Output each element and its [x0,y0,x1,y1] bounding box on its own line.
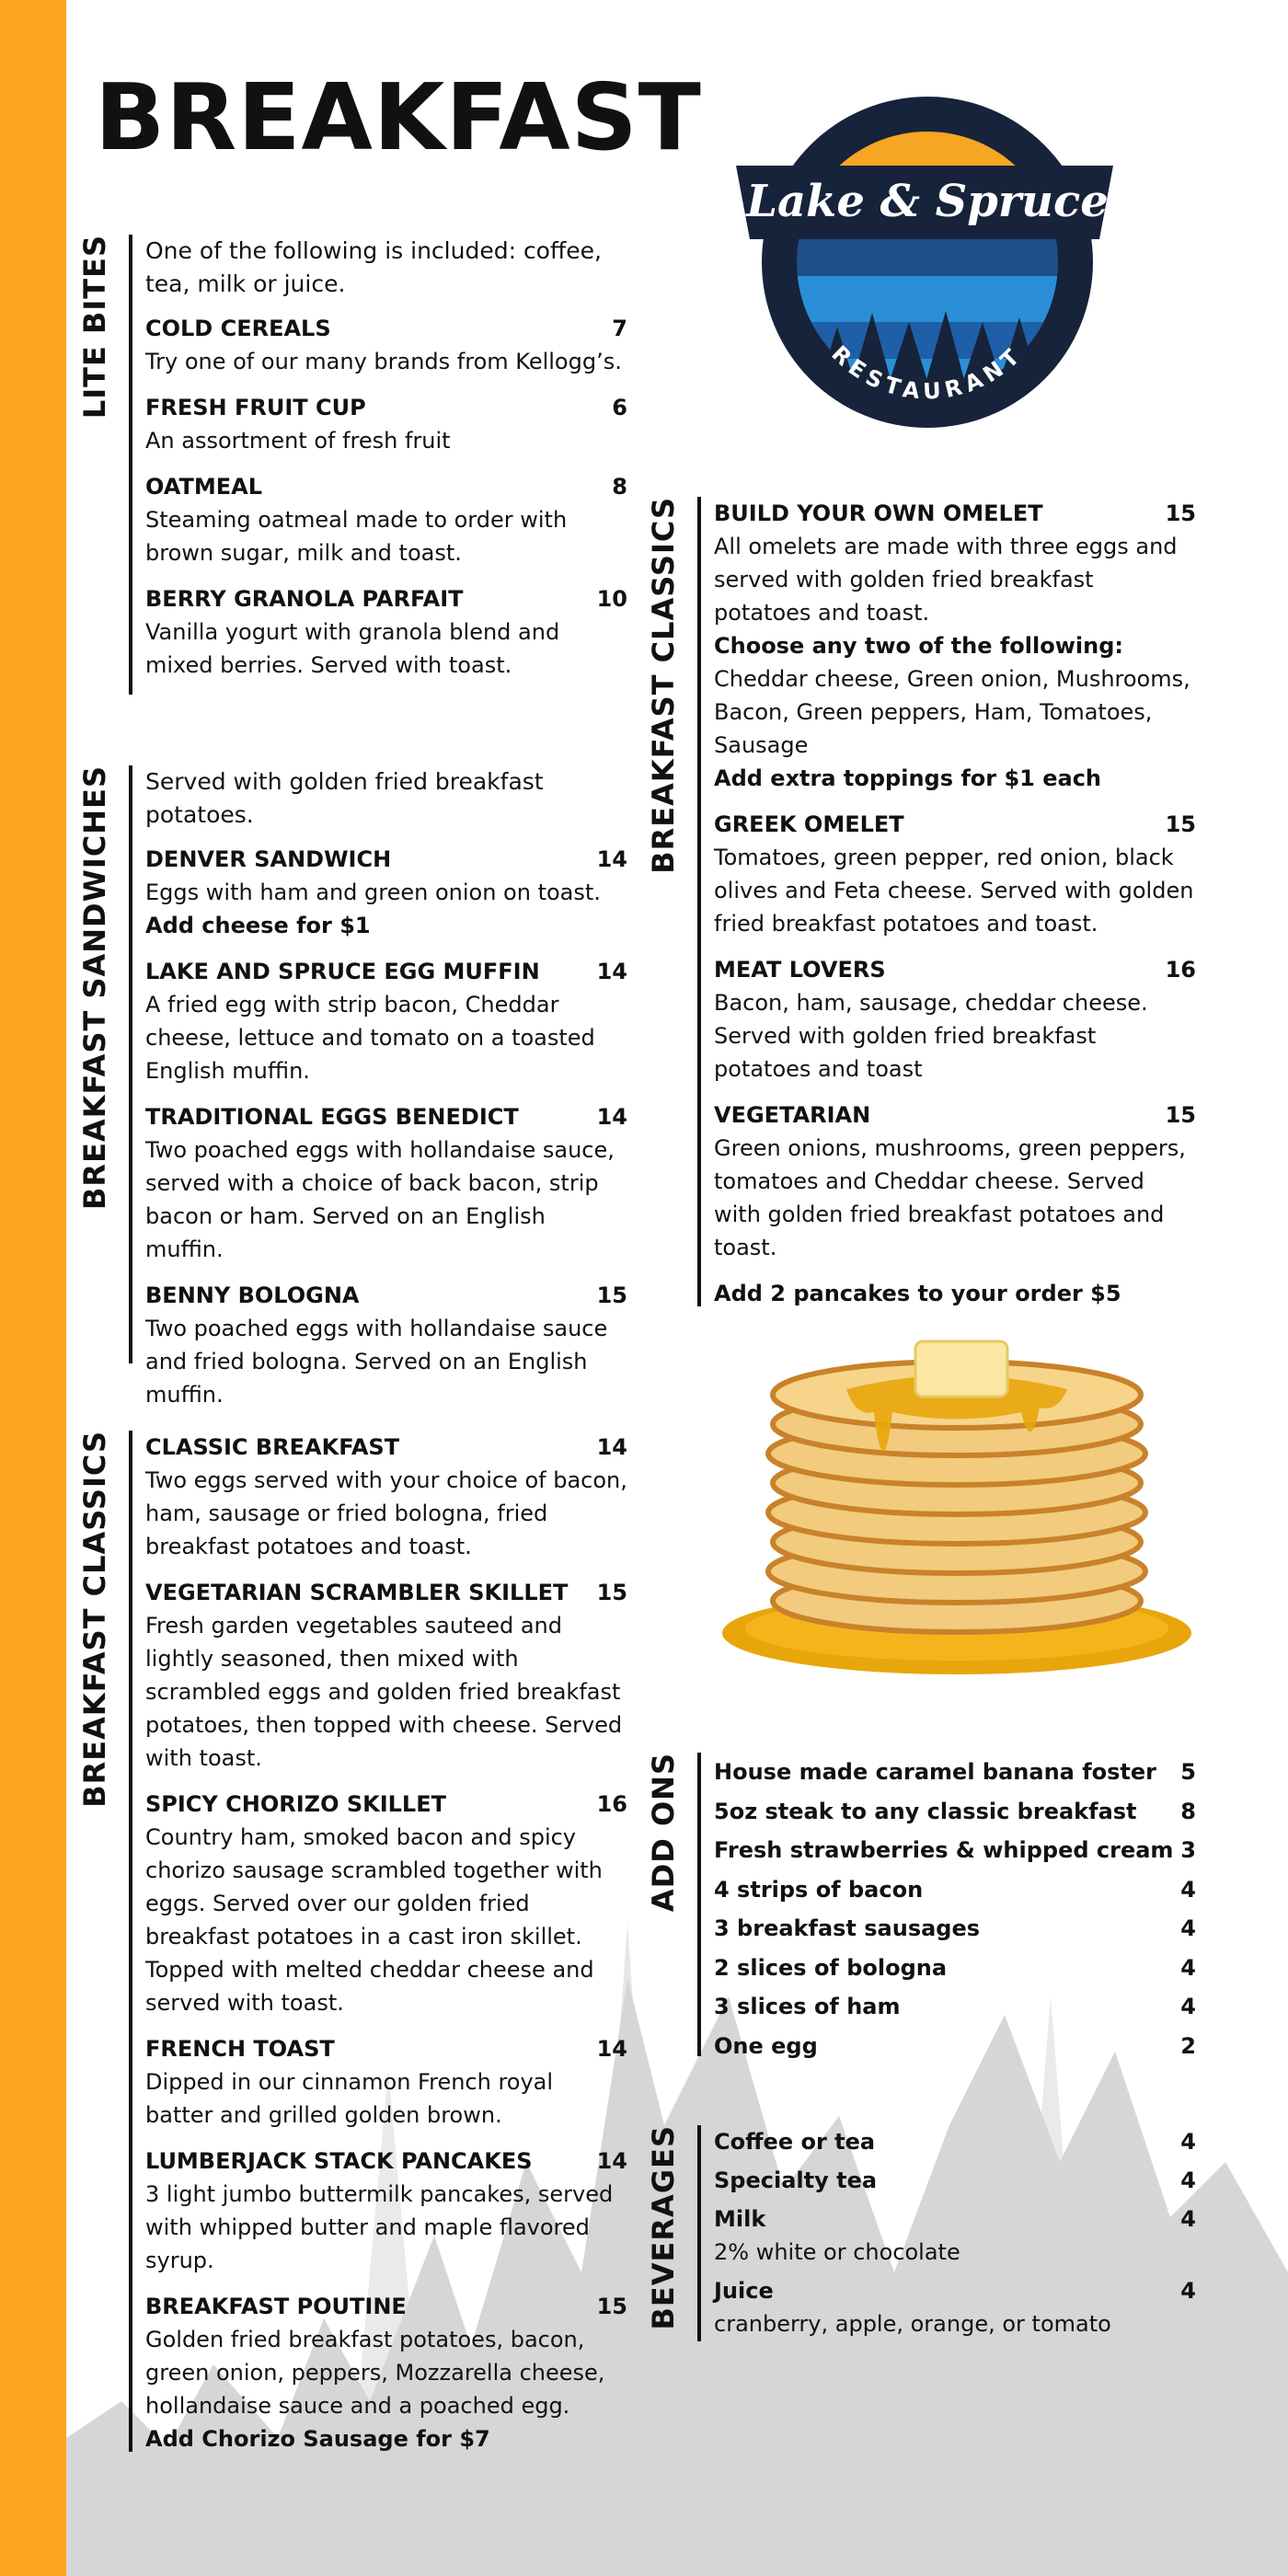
menu-item [145,2032,627,2132]
addon-name: 3 breakfast sausages [714,1915,981,1941]
section-label: BREAKFAST SANDWICHES [77,765,112,1210]
section-rule [697,1753,701,2056]
item-extra: Add Chorizo Sausage for $7 [145,2426,490,2452]
menu-item [145,2145,627,2277]
beverage-name: Milk [714,2206,766,2232]
beverages-section [646,2125,1196,2341]
section-label: ADD ONS [646,1753,681,1913]
addon-price: 5 [1180,1759,1196,1785]
addon-row [714,1753,1196,1792]
item-description: Two poached eggs with hollandaise sauce and fried bologna. Served on an English muffin. [145,1316,608,1408]
item-name: COLD CEREALS [145,316,331,341]
item-price: 15 [1165,500,1196,526]
item-price: 15 [596,2294,627,2319]
section-label: LITE BITES [77,235,112,420]
item-description: Eggs with ham and green onion on toast. [145,880,601,905]
addon-row [714,1909,1196,1949]
item-name: GREEK OMELET [714,811,904,837]
omelet-choose-heading: Choose any two of the following: [714,633,1123,659]
addon-row [714,1870,1196,1910]
addon-name: Fresh strawberries & whipped cream [714,1837,1174,1863]
item-name: FRENCH TOAST [145,2036,335,2062]
omelet-options: Cheddar cheese, Green onion, Mushrooms, Bacon, Green peppers, Ham, Tomatoes, Sausage [714,666,1190,758]
beverage-price: 4 [1180,2278,1196,2304]
item-price: 15 [596,1282,627,1308]
item-extra: Add extra toppings for $1 each [714,765,1102,791]
section-rule [129,765,132,1363]
item-price: 14 [596,1434,627,1460]
item-description: A fried egg with strip bacon, Cheddar cheese, lettuce and tomato on a toasted English muffin. [145,992,595,1084]
item-name: CLASSIC BREAKFAST [145,1434,400,1460]
pancake-note: Add 2 pancakes to your order $5 [714,1281,1121,1306]
section-label: BREAKFAST CLASSICS [77,1431,112,1808]
logo-text: Lake & Spruce [746,176,1109,227]
menu-item [145,843,627,942]
item-description: Golden fried breakfast potatoes, bacon, green onion, peppers, Mozzarella cheese, hollandaise sauce and a poached egg. [145,2327,605,2419]
item-extra: Add cheese for $1 [145,913,371,938]
addon-price: 8 [1180,1798,1196,1824]
add-ons-section [646,1753,1196,2059]
addon-name: 4 strips of bacon [714,1876,924,1903]
section-rule [697,2125,701,2341]
menu-item [145,312,627,378]
addon-row [714,2027,1196,2066]
beverage-price: 4 [1180,2168,1196,2193]
pancake-stack-illustration [708,1325,1205,1693]
item-name: VEGETARIAN [714,1102,871,1128]
menu-item [714,953,1196,1086]
item-price: 15 [596,1580,627,1605]
addon-row [714,1949,1196,1988]
lake-and-spruce-logo [727,92,1122,432]
breakfast-sandwiches-section [77,765,627,1408]
item-price: 14 [596,959,627,984]
addon-name: One egg [714,2032,818,2059]
item-name: FRESH FRUIT CUP [145,395,366,420]
breakfast-classics-left-section [77,1431,627,2452]
addon-price: 2 [1180,2032,1196,2059]
item-name: LAKE AND SPRUCE EGG MUFFIN [145,959,540,984]
item-name: VEGETARIAN SCRAMBLER SKILLET [145,1580,569,1605]
item-name: OATMEAL [145,474,262,500]
addon-name: House made caramel banana foster [714,1759,1157,1785]
item-price: 15 [1165,811,1196,837]
section-rule [129,235,132,695]
addon-row [714,1987,1196,2027]
addon-name: 5oz steak to any classic breakfast [714,1798,1137,1824]
menu-item [145,582,627,682]
item-price: 7 [612,316,627,341]
menu-item [714,808,1196,940]
page-title: BREAKFAST [95,63,702,171]
addon-price: 4 [1180,1994,1196,2019]
item-name: LUMBERJACK STACK PANCAKES [145,2148,533,2174]
item-description: Steaming oatmeal made to order with brown sugar, milk and toast. [145,507,568,566]
item-name: BENNY BOLOGNA [145,1282,360,1308]
section-rule [697,497,701,1306]
item-name: TRADITIONAL EGGS BENEDICT [145,1104,519,1130]
breakfast-classics-right-section [646,497,1196,1306]
addon-price: 4 [1180,1915,1196,1941]
item-description: Fresh garden vegetables sauteed and lightly seasoned, then mixed with scrambled eggs and golden fried breakfast potatoes, then topped with cheese. Served with toast. [145,1613,623,1771]
item-price: 14 [596,1104,627,1130]
addon-name: 3 slices of ham [714,1994,901,2019]
item-name: BREAKFAST POUTINE [145,2294,407,2319]
menu-item [145,470,627,569]
section-intro: One of the following is included: coffee, tea, milk or juice. [145,237,602,297]
beverage-row [714,2164,1196,2197]
item-description: Bacon, ham, sausage, cheddar cheese. Served with golden fried breakfast potatoes and toast [714,990,1148,1082]
addon-price: 3 [1180,1837,1196,1863]
item-description: Dipped in our cinnamon French royal batter and grilled golden brown. [145,2069,554,2128]
beverage-name: Specialty tea [714,2168,878,2193]
section-label: BREAKFAST CLASSICS [646,497,681,874]
item-name: DENVER SANDWICH [145,846,392,872]
item-price: 16 [1165,957,1196,983]
item-name: BERRY GRANOLA PARFAIT [145,586,464,612]
addon-name: 2 slices of bologna [714,1954,948,1981]
item-name: BUILD YOUR OWN OMELET [714,500,1043,526]
item-description: Two poached eggs with hollandaise sauce, served with a choice of back bacon, strip bacon or ham. Served on an English muffin. [145,1137,615,1262]
menu-item [145,1431,627,1563]
item-price: 15 [1165,1102,1196,1128]
beverage-price: 4 [1180,2129,1196,2155]
menu-item [145,1279,627,1411]
item-price: 14 [596,846,627,872]
item-description: Green onions, mushrooms, green peppers, tomatoes and Cheddar cheese. Served with golden fried breakfast potatoes and toast. [714,1135,1186,1260]
item-price: 8 [612,474,627,500]
beverage-name: Juice [714,2278,774,2304]
item-description: Two eggs served with your choice of bacon, ham, sausage or fried bologna, fried breakfast potatoes and toast. [145,1467,627,1559]
beverage-price: 4 [1180,2206,1196,2232]
addon-price: 4 [1180,1954,1196,1981]
menu-item [145,2290,627,2455]
item-description: Try one of our many brands from Kellogg’s. [145,349,622,374]
item-description: Vanilla yogurt with granola blend and mixed berries. Served with toast. [145,619,560,678]
beverage-options: cranberry, apple, orange, or tomato [714,2311,1111,2337]
item-price: 16 [596,1791,627,1817]
item-description: An assortment of fresh fruit [145,428,451,454]
beverage-row [714,2202,1196,2236]
item-description: 3 light jumbo buttermilk pancakes, served with whipped butter and maple flavored syrup. [145,2181,614,2273]
beverage-options: 2% white or chocolate [714,2239,960,2265]
menu-item [714,497,1196,795]
section-rule [129,1431,132,2452]
menu-item [145,1100,627,1266]
item-description: All omelets are made with three eggs and served with golden fried breakfast potatoes and toast. [714,534,1178,626]
logo-subtext: RESTAURANT [826,340,1029,405]
menu-item [145,1576,627,1775]
orange-side-bar [0,0,66,2576]
beverage-row [714,2274,1196,2307]
item-price: 14 [596,2036,627,2062]
addon-row [714,1831,1196,1870]
lite-bites-section [77,235,627,695]
section-intro: Served with golden fried breakfast potatoes. [145,768,544,828]
beverage-name: Coffee or tea [714,2129,876,2155]
item-price: 14 [596,2148,627,2174]
item-description: Tomatoes, green pepper, red onion, black olives and Feta cheese. Served with golden fried breakfast potatoes and toast. [714,845,1194,937]
addon-row [714,1792,1196,1832]
item-price: 6 [612,395,627,420]
menu-item [145,1788,627,2019]
menu-item [145,955,627,1087]
menu-item [714,1098,1196,1264]
item-price: 10 [596,586,627,612]
beverage-row [714,2125,1196,2158]
item-description: Country ham, smoked bacon and spicy chorizo sausage scrambled together with eggs. Served over our golden fried breakfast potatoes in a cast iron skillet. Topped with melted cheddar cheese and served with toast. [145,1824,603,2016]
item-name: MEAT LOVERS [714,957,886,983]
item-name: SPICY CHORIZO SKILLET [145,1791,446,1817]
addon-price: 4 [1180,1876,1196,1903]
section-label: BEVERAGES [646,2125,681,2330]
menu-item [145,391,627,457]
